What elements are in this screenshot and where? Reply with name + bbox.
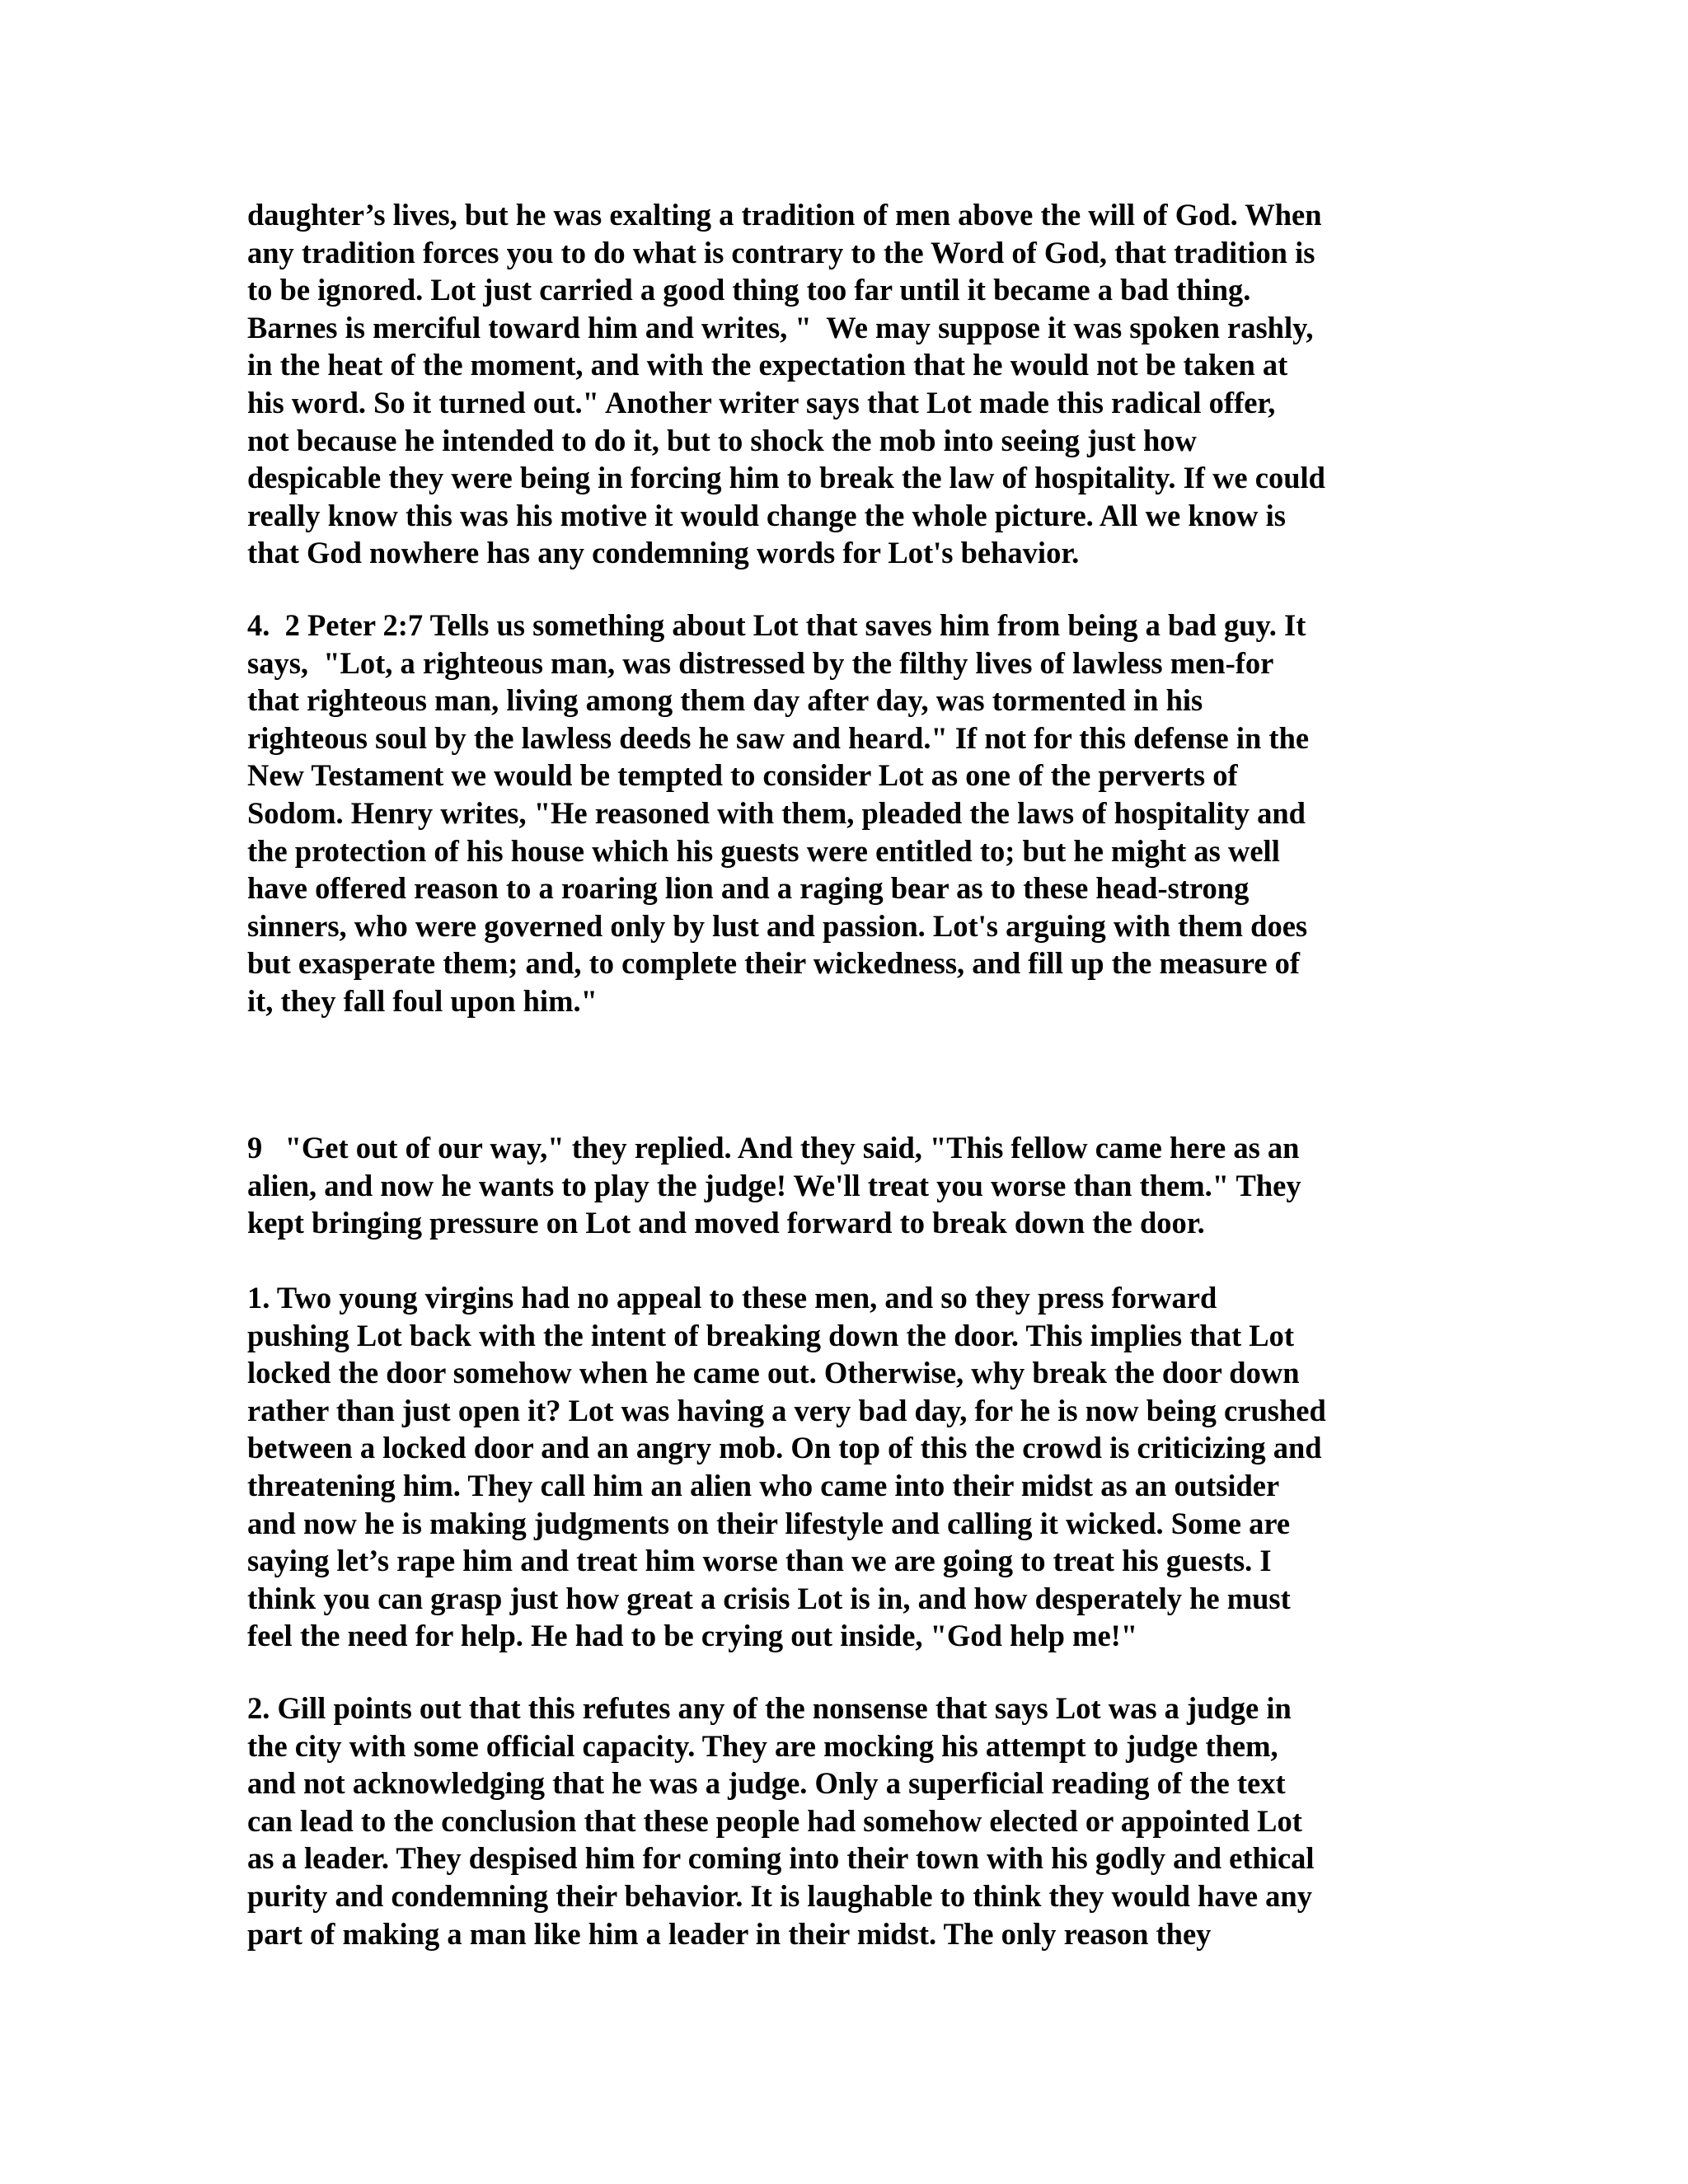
- text-line: righteous soul by the lawless deeds he saw and heard." If not for this defense in the: [247, 720, 1310, 755]
- text-line: to be ignored. Lot just carried a good thing too far until it became a bad thing.: [247, 273, 1251, 307]
- text-line: locked the door somehow when he came out. Otherwise, why break the door down: [247, 1356, 1300, 1390]
- text-line: 9 "Get out of our way," they replied. And they said, "This fellow came here as an: [247, 1131, 1300, 1165]
- text-line: threatening him. They call him an alien who came into their midst as an outsider: [247, 1468, 1280, 1502]
- text-line: any tradition forces you to do what is contrary to the Word of God, that tradition is: [247, 235, 1315, 269]
- text-line: part of making a man like him a leader in their midst. The only reason they: [247, 1916, 1212, 1951]
- text-line: and not acknowledging that he was a judge. Only a superficial reading of the text: [247, 1766, 1286, 1801]
- paragraph-point-2: [247, 1690, 1467, 1952]
- text-line: sinners, who were governed only by lust and passion. Lot's arguing with them does: [247, 908, 1308, 943]
- text-line: but exasperate them; and, to complete their wickedness, and fill up the measure of: [247, 946, 1301, 981]
- text-line: feel the need for help. He had to be crying out inside, "God help me!": [247, 1619, 1138, 1653]
- text-line: New Testament we would be tempted to consider Lot as one of the perverts of: [247, 758, 1238, 793]
- text-line: not because he intended to do it, but to shock the mob into seeing just how: [247, 423, 1197, 457]
- text-line: it, they fall foul upon him.": [247, 983, 598, 1018]
- text-line: between a locked door and an angry mob. On top of this the crowd is criticizing and: [247, 1431, 1322, 1465]
- text-line: 4. 2 Peter 2:7 Tells us something about Lot that saves him from being a bad guy. It: [247, 608, 1306, 642]
- text-line: the protection of his house which his guests were entitled to; but he might as well: [247, 833, 1280, 868]
- text-line: Barnes is merciful toward him and writes, " We may suppose it was spoken rashly,: [247, 310, 1314, 344]
- text-line: really know this was his motive it would change the whole picture. All we know is: [247, 498, 1287, 532]
- paragraph-verse-9: [247, 1129, 1467, 1242]
- text-line: purity and condemning their behavior. It is laughable to think they would have any: [247, 1878, 1312, 1913]
- paragraph-point-1: [247, 1279, 1467, 1655]
- text-line: his word. So it turned out." Another writer says that Lot made this radical offer,: [247, 385, 1276, 419]
- paragraph-point-4: [247, 607, 1467, 1020]
- text-line: 1. Two young virgins had no appeal to these men, and so they press forward: [247, 1281, 1217, 1315]
- text-line: think you can grasp just how great a crisis Lot is in, and how desperately he must: [247, 1581, 1291, 1615]
- text-line: saying let’s rape him and treat him worse than we are going to treat his guests. I: [247, 1544, 1272, 1578]
- text-line: that righteous man, living among them day after day, was tormented in his: [247, 683, 1203, 718]
- paragraph-lot-tradition: [247, 196, 1467, 572]
- text-line: rather than just open it? Lot was having a very bad day, for he is now being crushed: [247, 1393, 1326, 1427]
- text-line: in the heat of the moment, and with the expectation that he would not be taken at: [247, 348, 1288, 382]
- text-line: daughter’s lives, but he was exalting a tradition of men above the will of God. When: [247, 198, 1322, 232]
- text-line: kept bringing pressure on Lot and moved forward to break down the door.: [247, 1206, 1205, 1240]
- text-line: pushing Lot back with the intent of breaking down the door. This implies that Lot: [247, 1318, 1294, 1352]
- text-line: can lead to the conclusion that these people had somehow elected or appointed Lot: [247, 1803, 1302, 1838]
- text-line: as a leader. They despised him for coming into their town with his godly and ethical: [247, 1841, 1315, 1876]
- text-line: 2. Gill points out that this refutes any of the nonsense that says Lot was a judge in: [247, 1691, 1292, 1725]
- text-line: the city with some official capacity. They are mocking his attempt to judge them,: [247, 1728, 1278, 1763]
- text-line: and now he is making judgments on their lifestyle and calling it wicked. Some are: [247, 1506, 1291, 1540]
- text-line: that God nowhere has any condemning words for Lot's behavior.: [247, 536, 1080, 570]
- text-line: alien, and now he wants to play the judge! We'll treat you worse than them." They: [247, 1168, 1301, 1202]
- text-line: despicable they were being in forcing him to break the law of hospitality. If we could: [247, 461, 1325, 495]
- text-line: says, "Lot, a righteous man, was distressed by the filthy lives of lawless men-for: [247, 645, 1274, 680]
- text-line: Sodom. Henry writes, "He reasoned with them, pleaded the laws of hospitality and: [247, 795, 1306, 830]
- text-line: have offered reason to a roaring lion and a raging bear as to these head-strong: [247, 871, 1250, 906]
